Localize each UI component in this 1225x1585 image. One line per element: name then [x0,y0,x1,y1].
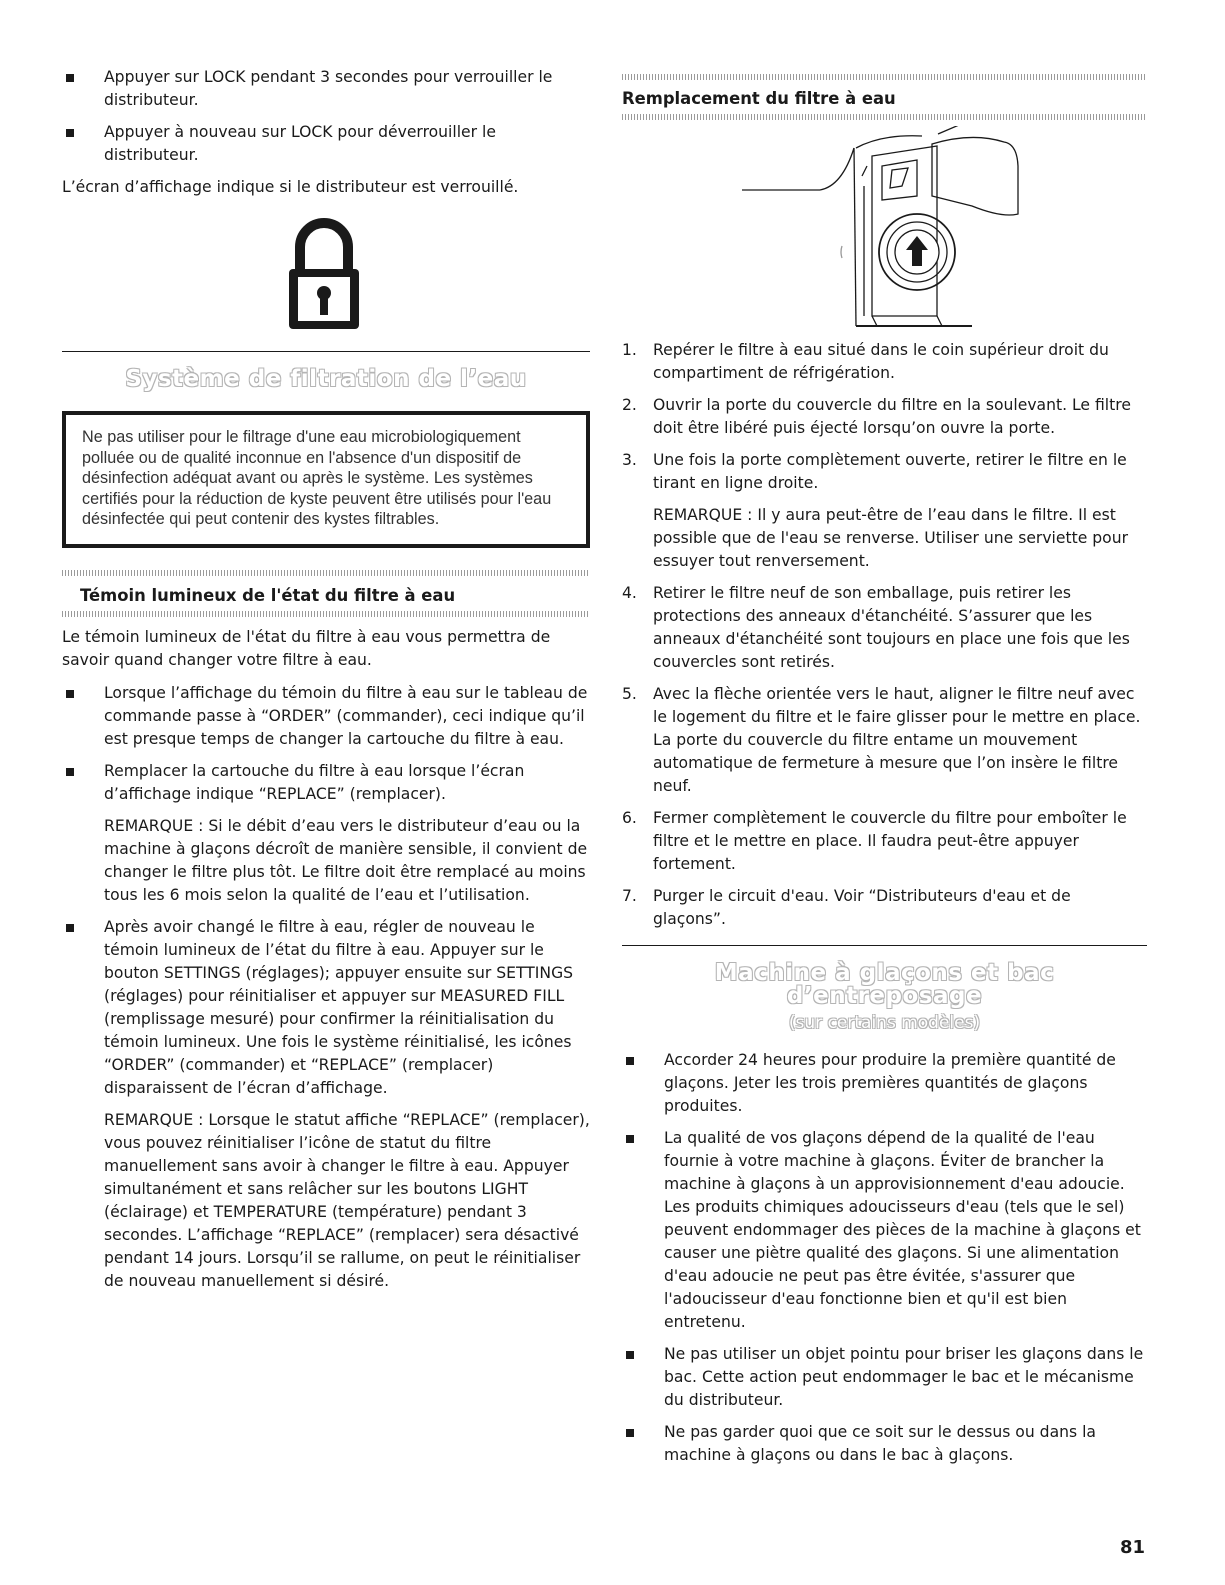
hatched-rule [62,570,590,576]
step-item: 1. Repérer le filtre à eau situé dans le coin supérieur droit du compartiment de réfrigération. [622,341,1109,382]
remark [653,504,1147,573]
list-item: Accorder 24 heures pour produire la première quantité de glaçons. Jeter les trois premières quantités de glaçons produites. [622,1049,1147,1118]
hatched-rule [622,74,1147,80]
list-item: Ne pas garder quoi que ce soit sur le dessus ou dans la machine à glaçons ou dans le bac à glaçons. [622,1421,1147,1467]
right-column [622,0,1147,1467]
lock-instructions [62,66,590,167]
remark-label: REMARQUE : [653,506,753,524]
remark-label: REMARQUE : [104,1110,204,1129]
list-item: Appuyer à nouveau sur LOCK pour déverrouiller le distributeur. [62,121,590,167]
divider [62,351,590,352]
list-item: Remplacer la cartouche du filtre à eau lorsque l’écran d’affichage indique “REPLACE” (remplacer). REMARQUE : Si le débit d’eau vers le distributeur d’eau ou la machine à glaçons décroît de manière sensible, il convient de changer le filtre plus tôt. Le filtre doit être remplacé au moins tous les 6 mois selon la qualité de l’eau et l’utilisation. [62,760,590,907]
remark [104,1109,590,1293]
page-number: 81 [1119,1537,1145,1558]
step-item: 6. Fermer complètement le couvercle du filtre pour emboîter le filtre et le mettre en place. Il faudra peut-être appuyer fortement. [622,809,1127,873]
indicator-list [62,682,590,1293]
hatched-rule [62,611,590,617]
section-subtitle: (sur certains modèles) [788,1013,981,1033]
step-item: 3. Une fois la porte complètement ouverte, retirer le filtre en le tirant en ligne droite. REMARQUE : Il y aura peut-être de l’eau dans le filtre. Il est possible que de l'eau se renverse. Utiliser une serviette pour essuyer tout renversement. [622,449,1147,573]
list-item: Après avoir changé le filtre à eau, régler de nouveau le témoin lumineux de l’état du filtre à eau. Appuyer sur le bouton SETTINGS (réglages); appuyer ensuite sur SETTINGS (réglages) pour réinitialiser et appuyer sur MEASURED FILL (remplissage mesuré) pour confirmer la réinitialisation du témoin lumineux. Une fois le système réinitialisé, les icônes “ORDER” (commander) et “REPLACE” (remplacer) disparaissent de l’écran d’affichage. REMARQUE : Lorsque le statut affiche “REPLACE” (remplacer), vous pouvez réinitialiser l’icône de statut du filtre manuellement sans avoir à changer le filtre à eau. Appuyer simultanément et sans relâcher sur les boutons LIGHT (éclairage) et TEMPERATURE (température) pendant 3 secondes. L’affichage “REPLACE” (remplacer) sera désactivé pendant 14 jours. Lorsqu’il se rallume, on peut le réinitialiser de nouveau manuellement si désiré. [62,916,590,1293]
remark-label: REMARQUE : [104,816,204,835]
hatched-rule [622,114,1147,120]
subsection-heading: Remplacement du filtre à eau [622,89,896,108]
left-column [62,0,590,1293]
warning-box [62,411,590,548]
step-item: 2. Ouvrir la porte du couvercle du filtre en la soulevant. Le filtre doit être libéré puis éjecté lorsqu’on ouvre la porte. [622,396,1131,437]
remark-text: Lorsque le statut affiche “REPLACE” (remplacer), vous pouvez réinitialiser l’icône de statut du filtre manuellement sans avoir à changer le filtre à eau. Appuyer simultanément et sans relâcher sur les boutons LIGHT (éclairage) et TEMPERATURE (température) pendant 3 secondes. L’affichage “REPLACE” (remplacer) sera désactivé pendant 14 jours. Lorsqu’il se rallume, on peut le réinitialiser de nouveau manuellement si désiré. [104,1110,590,1290]
indicator-intro: Le témoin lumineux de l'état du filtre à eau vous permettra de savoir quand changer votre filtre à eau. [62,627,551,669]
subsection-heading: Témoin lumineux de l'état du filtre à eau [80,585,456,605]
list-item: La qualité de vos glaçons dépend de la qualité de l'eau fournie à votre machine à glaçons. Éviter de brancher la machine à glaçons à un approvisionnement d'eau adoucie. Les produits chimiques adoucisseurs d'eau (tels que le sel) peuvent endommager des pièces de la machine à glaçons et causer une piètre qualité des glaçons. Si une alimentation d'eau adoucie ne peut pas être évitée, s'assurer que l'adoucisseur d'eau fonctionne bien et qu'il est bien entretenu. [622,1127,1147,1334]
list-item: Lorsque l’affichage du témoin du filtre à eau sur le tableau de commande passe à “ORDER” (commander), ceci indique qu’il est presque temps de changer la cartouche du filtre à eau. [62,682,590,751]
padlock-icon [284,213,364,331]
water-filter-compartment-illustration [732,126,1052,331]
ice-maker-list [622,1049,1147,1467]
filter-replacement-steps [622,339,1147,931]
warning-text: Ne pas utiliser pour le filtrage d'une eau microbiologiquement polluée ou de qualité inconnue en l'absence d'un dispositif de désinfection adéquat avant ou après le système. Les systèmes certifiés pour la réduction de kyste peuvent être utilisés pour l'eau désinfectée qui peut contenir des kystes filtrables. [82,428,552,528]
lock-display-text: L’écran d’affichage indique si le distributeur est verrouillé. [62,178,519,196]
divider [622,945,1147,946]
remark-text: Il y aura peut-être de l’eau dans le filtre. Il est possible que de l'eau se renverse. Utiliser une serviette pour essuyer tout renversement. [653,506,1129,570]
list-item: Ne pas utiliser un objet pointu pour briser les glaçons dans le bac. Cette action peut endommager le bac et le mécanisme du distributeur. [622,1343,1147,1412]
step-item: 4. Retirer le filtre neuf de son emballage, puis retirer les protections des anneaux d'étanchéité. S’assurer que les anneaux d'étanchéité sont toujours en place une fois que les couvercles sont retirés. [622,584,1130,671]
step-item: 7. Purger le circuit d'eau. Voir “Distributeurs d'eau et de glaçons”. [622,887,1071,928]
remark [104,815,590,907]
section-title: Machine à glaçons et bac d’entreposage [714,960,1055,1009]
step-item: 5. Avec la flèche orientée vers le haut, aligner le filtre neuf avec le logement du filtre et le faire glisser pour le mettre en place. La porte du couvercle du filtre entame un mouvement automatique de fermeture à mesure que l’on insère le filtre neuf. [622,685,1141,795]
list-item: Appuyer sur LOCK pendant 3 secondes pour verrouiller le distributeur. [62,66,590,112]
section-title: Système de filtration de l’eau [125,366,527,392]
remark-text: Si le débit d’eau vers le distributeur d’eau ou la machine à glaçons décroît de manière sensible, il convient de changer le filtre plus tôt. Le filtre doit être remplacé au moins tous les 6 mois selon la qualité de l’eau et l’utilisation. [104,816,588,904]
